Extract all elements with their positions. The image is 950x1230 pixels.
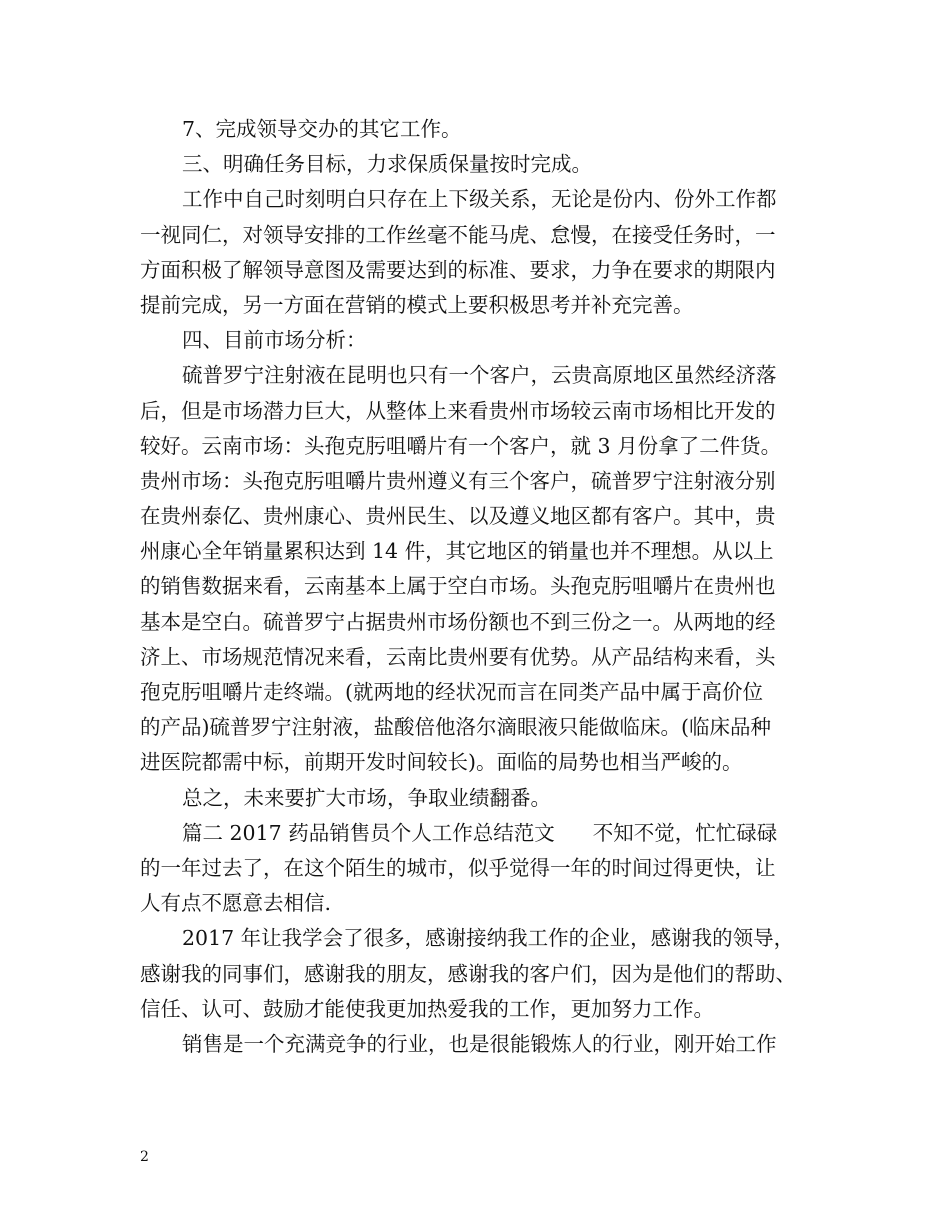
paragraph-line: 的产品)硫普罗宁注射液，盐酸倍他洛尔滴眼液只能做临床。(临床品种 [140, 715, 771, 740]
document-body [140, 112, 815, 1062]
paragraph-line: 济上、市场规范情况来看，云南比贵州要有优势。从产品结构来看，头 [140, 644, 776, 669]
paragraph-line: 人有点不愿意去相信. [140, 891, 332, 916]
section-heading-3: 三、明确任务目标，力求保质保量按时完成。 [182, 152, 592, 177]
paragraph-line: 孢克肟咀嚼片走终端。(就两地的经状况而言在同类产品中属于高价位 [140, 680, 763, 704]
paragraph-line: 2017 年让我学会了很多，感谢接纳我工作的企业，感谢我的领导， [182, 926, 795, 951]
paragraph-line: 方面积极了解领导意图及需要达到的标准、要求，力争在要求的期限内 [140, 257, 776, 282]
paragraph-line: 进医院都需中标，前期开发时间较长)。面临的局势也相当严峻的。 [140, 750, 743, 775]
list-item-7: 7、完成领导交办的其它工作。 [182, 117, 462, 141]
section-heading-4: 四、目前市场分析： [182, 328, 367, 353]
paragraph-line: 州康心全年销量累积达到 14 件，其它地区的销量也并不理想。从以上 [140, 539, 774, 564]
paragraph-line: 的一年过去了，在这个陌生的城市，似乎觉得一年的时间过得更快，让 [140, 855, 776, 880]
page-number: 2 [140, 1149, 149, 1165]
paragraph-line: 销售是一个充满竞争的行业，也是很能锻炼人的行业，刚开始工作 [182, 1031, 777, 1056]
article-title-line [140, 816, 815, 851]
paragraph-line: 硫普罗宁注射液在昆明也只有一个客户，云贵高原地区虽然经济落 [182, 363, 777, 388]
paragraph-line: 一视同仁，对领导安排的工作丝毫不能马虎、怠慢，在接受任务时，一 [140, 222, 776, 247]
paragraph-line: 信任、认可、鼓励才能使我更加热爱我的工作，更加努力工作。 [140, 996, 714, 1021]
paragraph-line: 基本是空白。硫普罗宁占据贵州市场份额也不到三份之一。从两地的经 [140, 609, 776, 634]
paragraph-line: 贵州市场：头孢克肟咀嚼片贵州遵义有三个客户，硫普罗宁注射液分别 [140, 468, 776, 493]
paragraph-line: 感谢我的同事们，感谢我的朋友，感谢我的客户们，因为是他们的帮助、 [140, 961, 796, 986]
paragraph-line: 的销售数据来看，云南基本上属于空白市场。头孢克肟咀嚼片在贵州也 [140, 574, 776, 599]
paragraph-start: 不知不觉，忙忙碌碌 [592, 820, 778, 845]
summary-line: 总之，未来要扩大市场，争取业绩翻番。 [182, 785, 551, 810]
paragraph-line: 后，但是市场潜力巨大，从整体上来看贵州市场较云南市场相比开发的 [140, 398, 776, 423]
paragraph-line: 工作中自己时刻明白只存在上下级关系，无论是份内、份外工作都 [182, 187, 777, 212]
article-title: 篇二 2017 药品销售员个人工作总结范文 [182, 820, 555, 845]
paragraph-line: 在贵州泰亿、贵州康心、贵州民生、以及遵义地区都有客户。其中，贵 [140, 504, 776, 529]
paragraph-line: 较好。云南市场：头孢克肟咀嚼片有一个客户，就 3 月份拿了二件货。 [140, 433, 782, 458]
paragraph-line: 提前完成，另一方面在营销的模式上要积极思考并补充完善。 [140, 292, 694, 317]
